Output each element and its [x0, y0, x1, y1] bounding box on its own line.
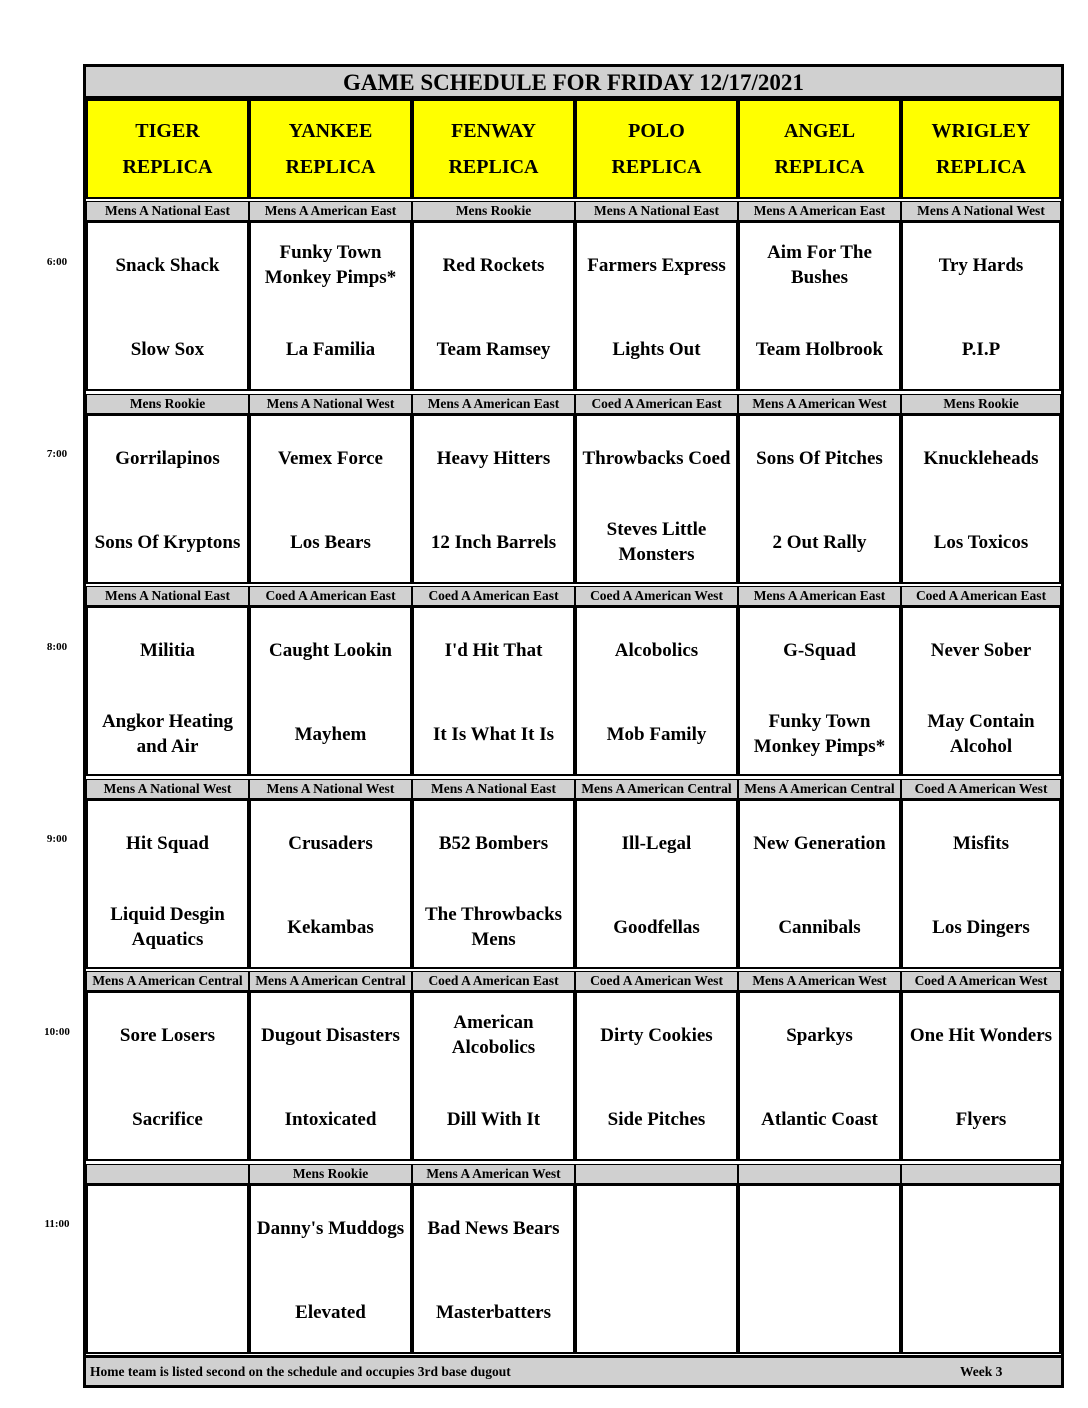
away-team: Knuckleheads: [923, 447, 1039, 469]
away-team: B52 Bombers: [438, 832, 549, 854]
division-label: Mens A National East: [575, 201, 738, 221]
time-label: 6:00: [46, 256, 68, 268]
division-label: Mens A American East: [412, 394, 575, 414]
division-label: Mens A National West: [901, 201, 1061, 221]
home-team: [905, 1286, 1057, 1338]
field-header-wrigley: [901, 99, 1061, 199]
game-cell: [86, 991, 249, 1161]
home-team: The Throwbacks Mens: [424, 904, 563, 950]
home-team: Intoxicated: [284, 1108, 377, 1130]
game-cell: [412, 414, 575, 584]
schedule-title: GAME SCHEDULE FOR FRIDAY 12/17/2021: [86, 67, 1061, 99]
away-team: G-Squad: [783, 639, 856, 661]
home-team: 12 Inch Barrels: [430, 531, 557, 553]
division-label: [86, 1164, 249, 1184]
division-label: Mens Rookie: [249, 1164, 412, 1184]
field-header-angel: [738, 99, 901, 199]
home-team: Mayhem: [294, 723, 367, 745]
away-team: Funky Town Monkey Pimps*: [264, 242, 397, 288]
division-label: Mens A National East: [412, 779, 575, 799]
home-team: Slow Sox: [130, 338, 205, 360]
game-cell: [249, 991, 412, 1161]
home-team: [90, 1286, 245, 1338]
home-team: Cannibals: [778, 916, 861, 938]
field-name: YANKEE: [288, 120, 373, 142]
field-name: FENWAY: [451, 120, 536, 142]
field-name: ANGEL: [783, 120, 856, 142]
away-team: Caught Lookin: [268, 639, 393, 661]
home-team: Los Bears: [290, 531, 371, 553]
home-team: May Contain Alcohol: [927, 711, 1035, 757]
division-label: Mens A National East: [86, 201, 249, 221]
field-header-polo: [575, 99, 738, 199]
game-cell: [412, 799, 575, 969]
away-team: American Alcobolics: [451, 1012, 536, 1058]
home-team: Masterbatters: [435, 1301, 551, 1323]
division-label: Mens A American Central: [249, 971, 412, 991]
home-team: Team Ramsey: [436, 338, 551, 360]
division-label: Mens A American East: [738, 201, 901, 221]
home-team: Team Holbrook: [755, 338, 884, 360]
field-subtitle: REPLICA: [935, 156, 1026, 178]
away-team: Sore Losers: [119, 1024, 216, 1046]
home-team: Los Toxicos: [933, 531, 1029, 553]
field-subtitle: REPLICA: [448, 156, 539, 178]
away-team: Misfits: [953, 832, 1009, 854]
schedule-footer: [86, 1355, 1061, 1385]
away-team: Hit Squad: [126, 832, 209, 854]
field-header-tiger: [86, 99, 249, 199]
division-label: Mens A National West: [249, 779, 412, 799]
time-label: 9:00: [46, 833, 68, 845]
game-cell: [86, 799, 249, 969]
division-label: Mens Rookie: [86, 394, 249, 414]
home-team: Mob Family: [606, 723, 707, 745]
game-cell: [575, 799, 738, 969]
division-label: Mens Rookie: [412, 201, 575, 221]
game-cell: [738, 1184, 901, 1354]
home-team: It Is What It Is: [432, 723, 555, 745]
away-team: Heavy Hitters: [436, 447, 551, 469]
division-label: [901, 1164, 1061, 1184]
field-subtitle: REPLICA: [774, 156, 865, 178]
field-subtitle: REPLICA: [122, 156, 213, 178]
field-header-yankee: [249, 99, 412, 199]
division-label: Mens A American East: [738, 586, 901, 606]
away-team: Sons Of Pitches: [756, 447, 883, 469]
away-team: Danny's Muddogs: [256, 1217, 405, 1239]
home-team: 2 Out Rally: [772, 531, 867, 553]
field-subtitle: REPLICA: [611, 156, 702, 178]
home-team: Steves Little Monsters: [606, 519, 707, 565]
game-cell: [575, 991, 738, 1161]
away-team: Never Sober: [930, 639, 1032, 661]
away-team: Dugout Disasters: [261, 1024, 400, 1046]
division-label: Mens A American West: [412, 1164, 575, 1184]
home-team: Goodfellas: [613, 916, 700, 938]
away-team: [905, 1202, 1057, 1254]
game-cell: [901, 799, 1061, 969]
game-cell: [738, 799, 901, 969]
game-cell: [901, 1184, 1061, 1354]
field-name: WRIGLEY: [931, 120, 1031, 142]
home-team: [742, 1286, 897, 1338]
time-label: 11:00: [44, 1218, 70, 1230]
game-cell: [86, 606, 249, 776]
time-label: 10:00: [44, 1026, 70, 1038]
division-label: Mens A National West: [249, 394, 412, 414]
home-team: Sacrifice: [132, 1108, 203, 1130]
away-team: Bad News Bears: [427, 1217, 560, 1239]
game-cell: [738, 606, 901, 776]
home-team: Funky Town Monkey Pimps*: [753, 711, 886, 757]
away-team: Red Rockets: [442, 254, 545, 276]
away-team: New Generation: [753, 832, 886, 854]
away-team: Ill-Legal: [621, 832, 692, 854]
away-team: Militia: [140, 639, 195, 661]
home-team: Lights Out: [612, 338, 701, 360]
away-team: One Hit Wonders: [909, 1024, 1053, 1046]
game-cell: [86, 1184, 249, 1354]
home-team: Los Dingers: [932, 916, 1030, 938]
division-label: Mens A American Central: [738, 779, 901, 799]
division-label: Mens A American East: [249, 201, 412, 221]
game-cell: [901, 414, 1061, 584]
game-cell: [412, 221, 575, 391]
division-label: Coed A American West: [901, 779, 1061, 799]
away-team: Sparkys: [786, 1024, 853, 1046]
field-name: POLO: [628, 120, 685, 142]
away-team: Vemex Force: [278, 447, 383, 469]
game-cell: [249, 221, 412, 391]
game-cell: [249, 606, 412, 776]
home-team: Dill With It: [446, 1108, 541, 1130]
home-team: Liquid Desgin Aquatics: [110, 904, 225, 950]
division-label: Mens Rookie: [901, 394, 1061, 414]
division-label: Coed A American East: [575, 394, 738, 414]
division-label: Mens A American West: [738, 971, 901, 991]
division-label: Coed A American East: [412, 971, 575, 991]
division-label: Mens A American Central: [575, 779, 738, 799]
home-team: Side Pitches: [607, 1108, 706, 1130]
game-cell: [249, 1184, 412, 1354]
game-cell: [738, 414, 901, 584]
division-label: Coed A American West: [575, 971, 738, 991]
home-team: Angkor Heating and Air: [101, 711, 234, 757]
away-team: I'd Hit That: [444, 639, 543, 661]
home-team: La Familia: [285, 338, 376, 360]
home-team: Sons Of Kryptons: [94, 531, 241, 553]
division-label: Coed A American West: [901, 971, 1061, 991]
field-header-fenway: [412, 99, 575, 199]
field-subtitle: REPLICA: [285, 156, 376, 178]
home-team: Elevated: [295, 1301, 366, 1323]
home-team: Kekambas: [287, 916, 374, 938]
game-cell: [86, 221, 249, 391]
game-cell: [249, 799, 412, 969]
division-label: Mens A American West: [738, 394, 901, 414]
home-team: P.I.P: [961, 338, 1001, 360]
away-team: [90, 1202, 245, 1254]
home-team: [579, 1286, 734, 1338]
away-team: [742, 1202, 897, 1254]
division-label: Coed A American East: [901, 586, 1061, 606]
game-cell: [738, 221, 901, 391]
division-label: Coed A American East: [249, 586, 412, 606]
division-label: Mens A American Central: [86, 971, 249, 991]
division-label: [575, 1164, 738, 1184]
away-team: Try Hards: [938, 254, 1024, 276]
game-cell: [249, 414, 412, 584]
away-team: Snack Shack: [115, 254, 220, 276]
division-label: Mens A National West: [86, 779, 249, 799]
away-team: Crusaders: [288, 832, 373, 854]
time-label: 7:00: [46, 448, 68, 460]
game-cell: [901, 991, 1061, 1161]
away-team: Farmers Express: [587, 254, 726, 276]
home-team: Flyers: [955, 1108, 1007, 1130]
away-team: [579, 1202, 734, 1254]
footer-note: Home team is listed second on the schedule and occupies 3rd base dugout: [90, 1364, 511, 1379]
division-label: Coed A American East: [412, 586, 575, 606]
game-cell: [575, 606, 738, 776]
home-team: Atlantic Coast: [761, 1108, 878, 1130]
game-cell: [738, 991, 901, 1161]
game-cell: [575, 414, 738, 584]
game-cell: [575, 1184, 738, 1354]
division-label: [738, 1164, 901, 1184]
away-team: Alcobolics: [614, 639, 699, 661]
game-cell: [575, 221, 738, 391]
field-name: TIGER: [135, 120, 200, 142]
game-cell: [901, 221, 1061, 391]
game-cell: [412, 991, 575, 1161]
division-label: Mens A National East: [86, 586, 249, 606]
time-label: 8:00: [46, 641, 68, 653]
away-team: Gorrilapinos: [115, 447, 220, 469]
week-label: Week 3: [960, 1364, 1003, 1379]
game-cell: [412, 606, 575, 776]
game-cell: [412, 1184, 575, 1354]
away-team: Dirty Cookies: [600, 1024, 713, 1046]
game-cell: [86, 414, 249, 584]
division-label: Coed A American West: [575, 586, 738, 606]
game-cell: [901, 606, 1061, 776]
away-team: Throwbacks Coed: [582, 447, 731, 469]
schedule-sheet: [83, 64, 1064, 1388]
away-team: Aim For The Bushes: [767, 242, 872, 288]
